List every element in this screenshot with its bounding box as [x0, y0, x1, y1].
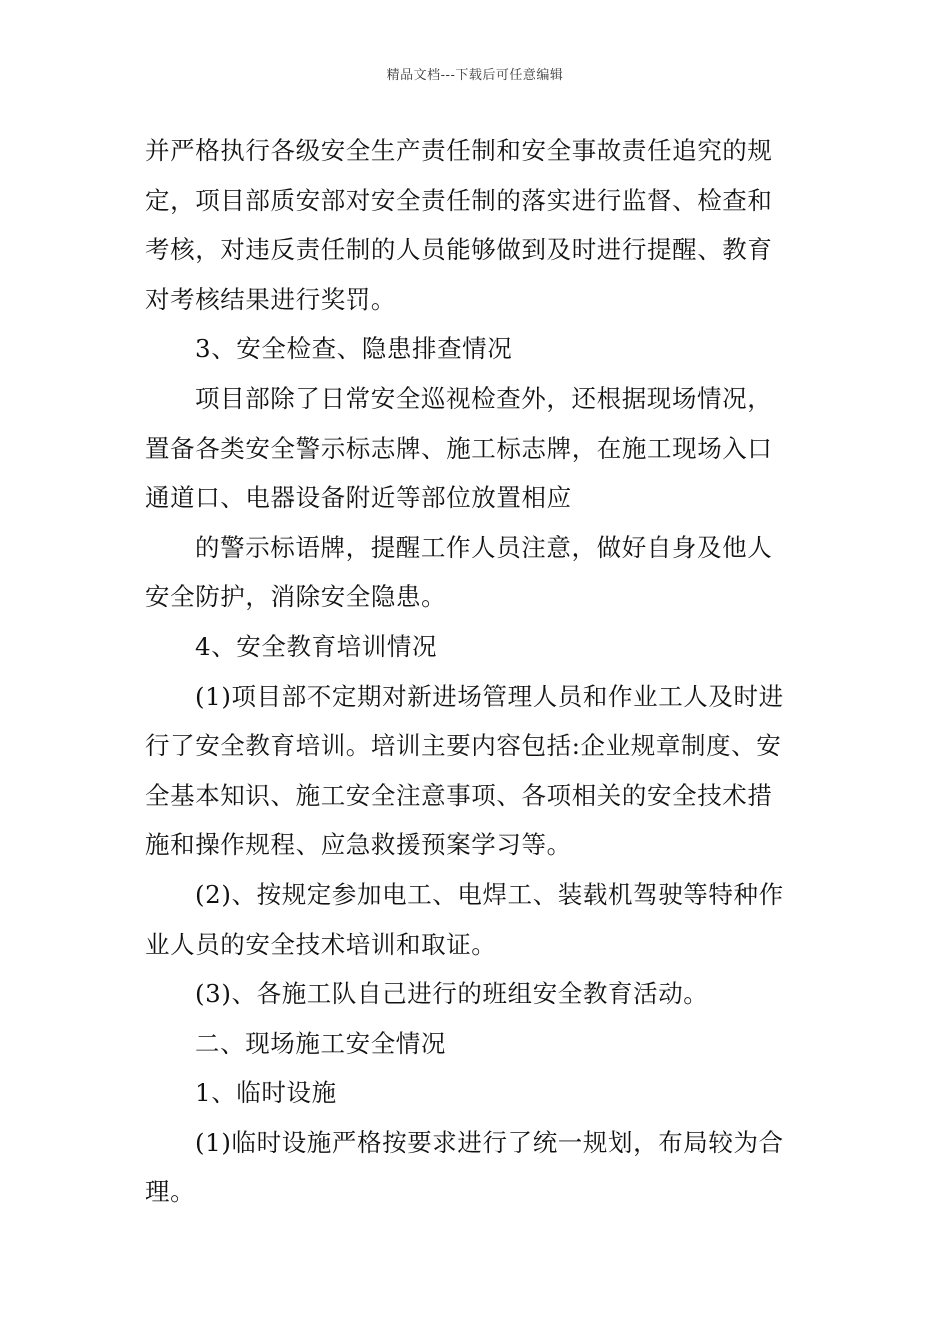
text-line: (1)临时设施严格按要求进行了统一规划，布局较为合 [195, 1127, 784, 1157]
text-line: 并严格执行各级安全生产责任制和安全事故责任追究的规 [145, 136, 773, 165]
page-header: 精品文档---下载后可任意编辑 [386, 68, 564, 83]
section-heading: 3、安全检查、隐患排查情况 [195, 334, 513, 364]
text-line: 项目部除了日常安全巡视检查外，还根据现场情况， [195, 383, 773, 413]
text-line: (1)项目部不定期对新进场管理人员和作业工人及时进 [195, 681, 784, 711]
text-line: 通道口、电器设备附近等部位放置相应 [145, 483, 572, 513]
text-line: 安全防护，消除安全隐患。 [145, 582, 447, 612]
text-line: 对考核结果进行奖罚。 [145, 284, 396, 314]
text-line: 置备各类安全警示标志牌、施工标志牌，在施工现场入口 [145, 433, 773, 463]
text-line: 行了安全教育培训。培训主要内容包括:企业规章制度、安 [145, 731, 782, 761]
text-line: 定，项目部质安部对安全责任制的落实进行监督、检查和 [145, 185, 773, 215]
text-line: 的警示标语牌，提醒工作人员注意，做好自身及他人 [195, 532, 773, 562]
text-line: 全基本知识、施工安全注意事项、各项相关的安全技术措 [145, 780, 773, 810]
text-line: 施和操作规程、应急救援预案学习等。 [145, 830, 572, 860]
text-line: 考核，对违反责任制的人员能够做到及时进行提醒、教育 [145, 235, 773, 265]
text-line: (3)、各施工队自己进行的班组安全教育活动。 [195, 979, 709, 1009]
text-line: (2)、按规定参加电工、电焊工、装载机驾驶等特种作 [195, 879, 784, 909]
document-body [145, 126, 815, 1217]
section-heading: 二、现场施工安全情况 [195, 1028, 446, 1058]
text-line: 理。 [145, 1177, 196, 1207]
section-heading: 4、安全教育培训情况 [195, 631, 438, 661]
text-line: 业人员的安全技术培训和取证。 [145, 929, 497, 959]
section-heading: 1、临时设施 [195, 1078, 337, 1108]
